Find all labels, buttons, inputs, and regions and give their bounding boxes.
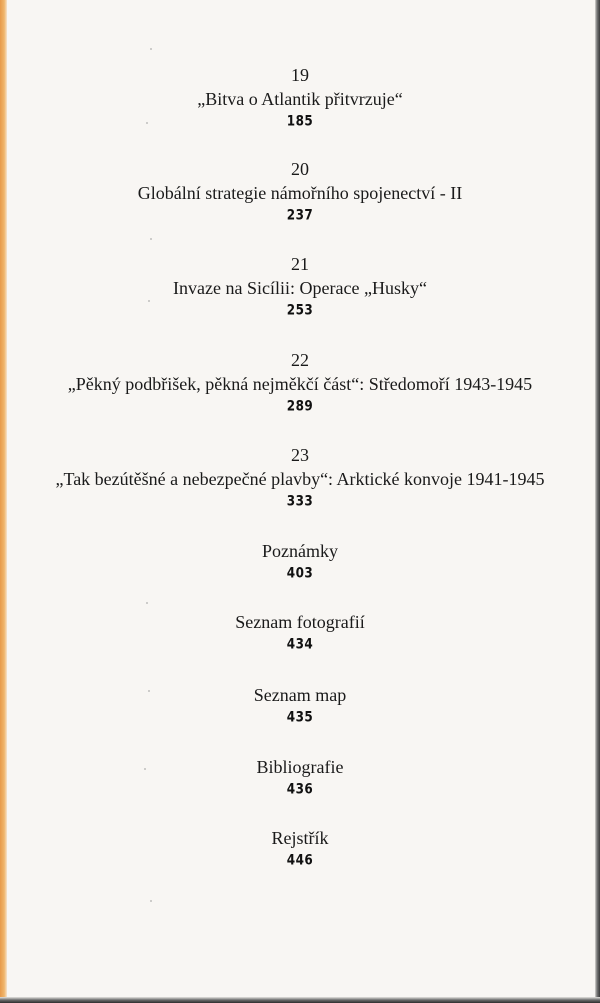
section-title: Rejstřík bbox=[271, 828, 329, 848]
toc-entry-seznam-fotografii bbox=[0, 611, 600, 652]
chapter-number: 21 bbox=[291, 254, 309, 274]
chapter-page-number: 289 bbox=[286, 397, 314, 415]
toc-entry-chapter-20 bbox=[0, 158, 600, 223]
chapter-title: Invaze na Sicílii: Operace „Husky“ bbox=[173, 278, 427, 298]
chapter-number: 20 bbox=[291, 159, 309, 179]
paper-speck bbox=[150, 900, 152, 902]
chapter-title: „Bitva o Atlantik přitvrzuje“ bbox=[197, 89, 403, 109]
paper-speck bbox=[146, 602, 148, 604]
toc-entry-seznam-map bbox=[0, 684, 600, 725]
chapter-page-number: 237 bbox=[286, 206, 314, 224]
chapter-page-number: 253 bbox=[286, 301, 314, 319]
page-edge-bottom bbox=[0, 997, 600, 1003]
section-page-number: 403 bbox=[286, 564, 314, 582]
chapter-title: Globální strategie námořního spojenectví - II bbox=[137, 183, 463, 203]
toc-entry-bibliografie bbox=[0, 756, 600, 797]
paper-speck bbox=[150, 48, 152, 50]
chapter-title: „Pěkný podbřišek, pěkná nejměkčí část“: Středomoří 1943-1945 bbox=[67, 374, 533, 394]
toc-entry-chapter-19 bbox=[0, 64, 600, 129]
section-page-number: 435 bbox=[286, 708, 314, 726]
section-title: Seznam fotografií bbox=[235, 612, 365, 632]
paper-speck bbox=[150, 238, 152, 240]
chapter-number: 19 bbox=[291, 65, 309, 85]
toc-entry-poznamky bbox=[0, 540, 600, 581]
toc-entry-chapter-22 bbox=[0, 349, 600, 414]
chapter-page-number: 185 bbox=[286, 112, 314, 130]
toc-entry-chapter-23 bbox=[0, 444, 600, 509]
chapter-title: „Tak bezútěšné a nebezpečné plavby“: Arktické konvoje 1941-1945 bbox=[55, 469, 545, 489]
section-page-number: 446 bbox=[286, 851, 314, 869]
section-title: Poznámky bbox=[262, 541, 338, 561]
chapter-number: 23 bbox=[291, 445, 309, 465]
section-page-number: 436 bbox=[286, 780, 314, 798]
section-title: Seznam map bbox=[253, 685, 347, 705]
section-page-number: 434 bbox=[286, 635, 314, 653]
toc-entry-chapter-21 bbox=[0, 253, 600, 318]
section-title: Bibliografie bbox=[256, 757, 344, 777]
toc-entry-rejstrik bbox=[0, 827, 600, 868]
chapter-page-number: 333 bbox=[286, 492, 314, 510]
chapter-number: 22 bbox=[291, 350, 309, 370]
